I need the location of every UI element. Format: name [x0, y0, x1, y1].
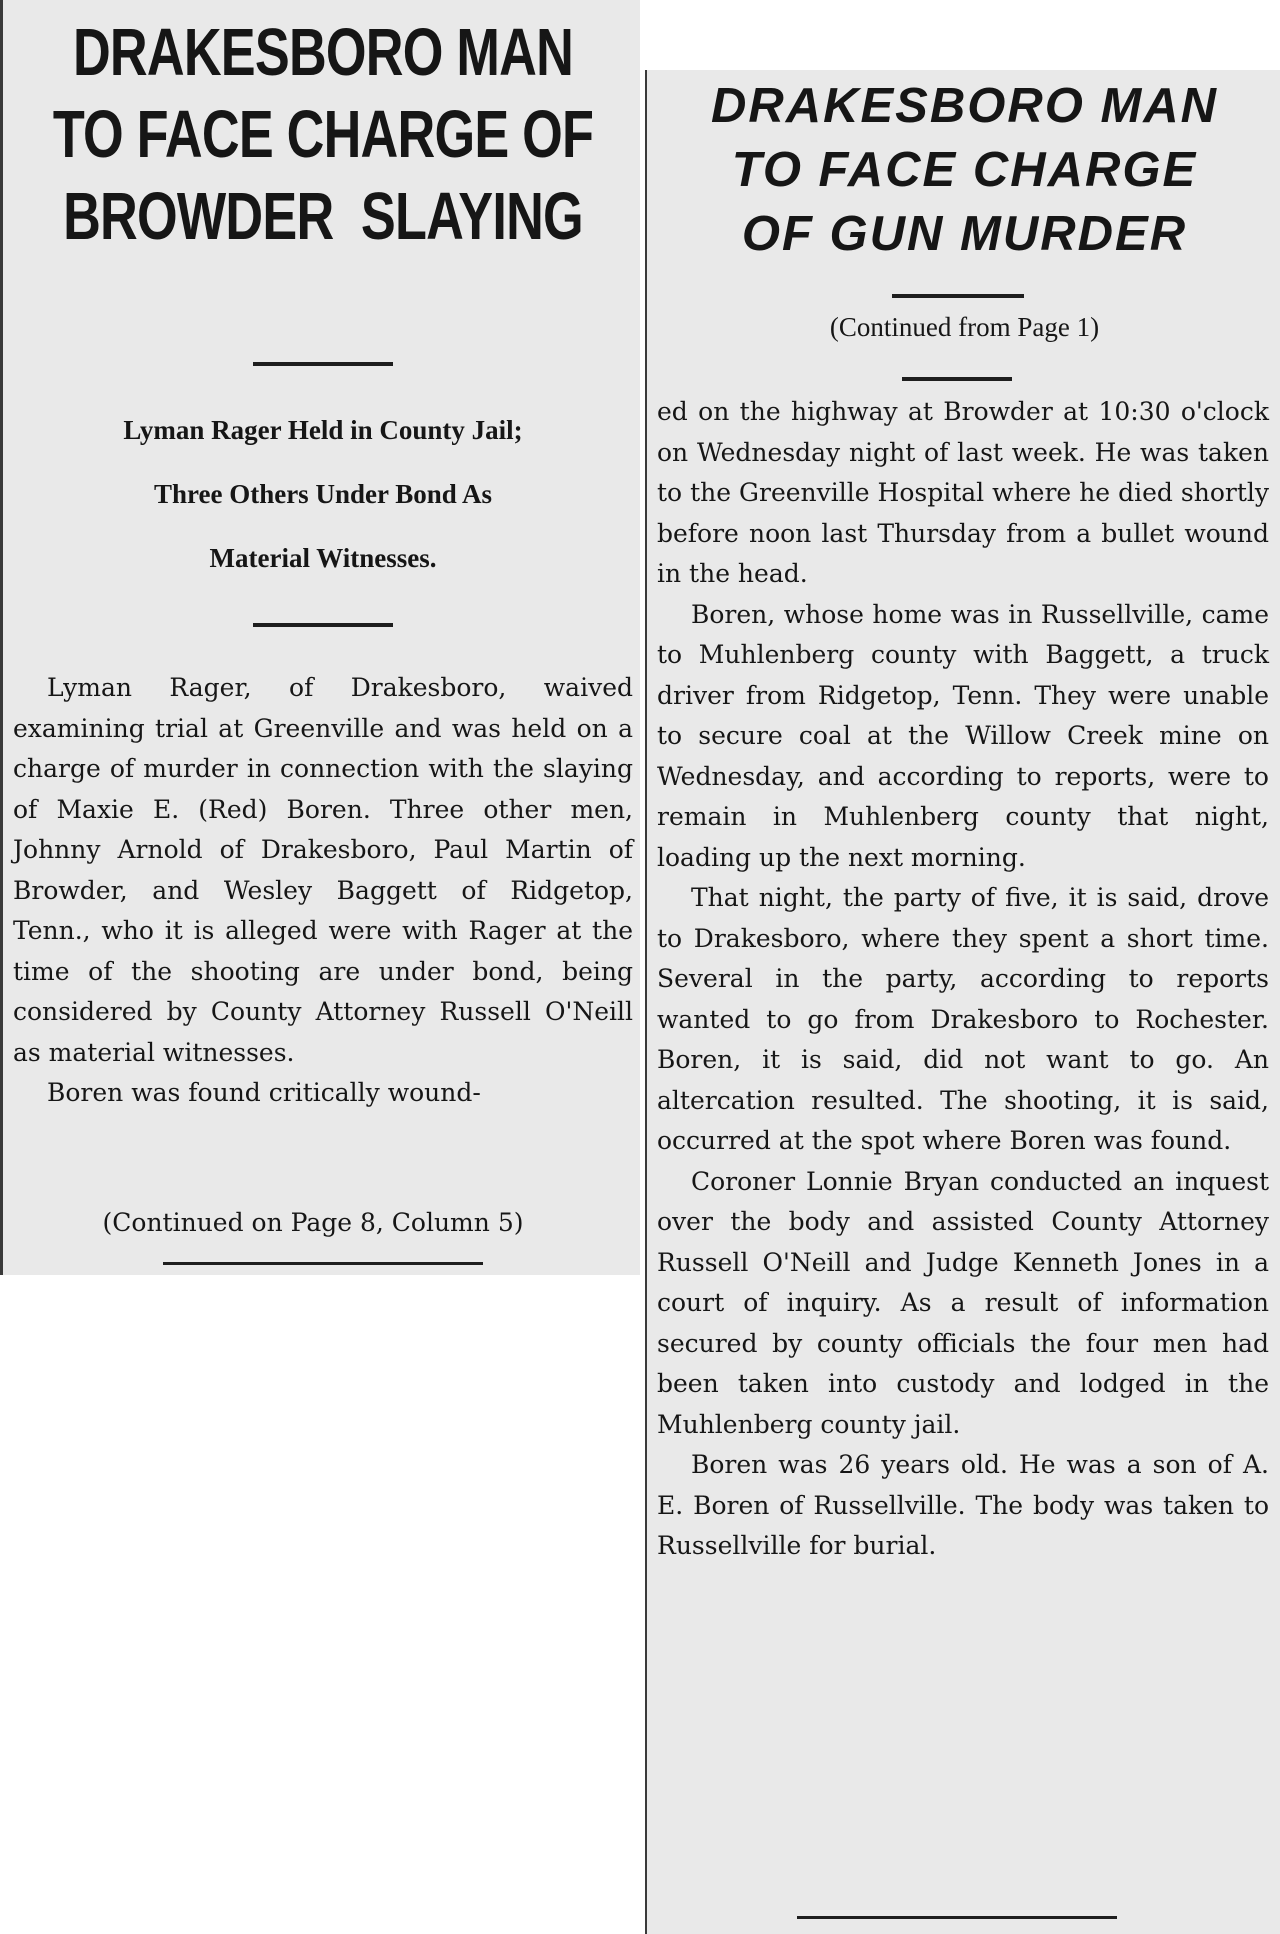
left-continued-note: (Continued on Page 8, Column 5): [102, 1208, 524, 1237]
left-deck-line-2: Three Others Under Bond As: [153, 479, 493, 509]
right-paragraph-4: Coroner Lonnie Bryan conducted an inquest over the body and assisted County Attorney Russell O'Neill and Judge Kenneth Jones in a court of inquiry. As a result of information secured by county officials the four men had been taken into custody and lodged in the Muhlenberg county jail.: [657, 1166, 1269, 1439]
right-paragraph-5: Boren was 26 years old. He was a son of A. E. Boren of Russellville. The body was taken to Russellville for burial.: [657, 1450, 1269, 1560]
left-deck: [13, 398, 633, 590]
right-headline-line-3: OF GUN MURDER: [741, 207, 1188, 261]
left-headline-line-1: DRAKESBORO MAN: [72, 15, 574, 90]
left-paragraph-2: Boren was found critically wound-: [47, 1078, 481, 1107]
left-rule-3: [163, 1262, 483, 1265]
left-headline-line-2: TO FACE CHARGE OF: [52, 97, 594, 172]
left-rule-2: [253, 623, 393, 627]
right-rule-3: [797, 1916, 1117, 1919]
left-paragraph-1: Lyman Rager, of Drakesboro, waived examining trial at Greenville and was held on a charge of murder in connection with the slaying of Maxie E. (Red) Boren. Three other men, Johnny Arnold of Drakesboro, Paul Martin of Browder, and Wesley Baggett of Ridgetop, Tenn., who it is alleged were with Rager at the time of the shooting are under bond, being considered by County Attorney Russell O'Neill as material witnesses.: [13, 673, 633, 1067]
right-continued-from: (Continued from Page 1): [829, 312, 1100, 342]
left-deck-line-3: Material Witnesses.: [209, 543, 437, 573]
right-clipping: [645, 70, 1280, 1934]
left-deck-line-1: Lyman Rager Held in County Jail;: [123, 415, 523, 445]
right-headline-line-2: TO FACE CHARGE: [731, 143, 1198, 197]
left-headline: [42, 12, 604, 258]
right-body: [657, 392, 1269, 1567]
right-rule-2: [902, 377, 1012, 381]
left-rule-1: [253, 362, 393, 366]
right-rule-1: [892, 294, 1024, 298]
left-clipping: [0, 0, 640, 1275]
left-body: [13, 668, 633, 1114]
right-paragraph-1: ed on the highway at Browder at 10:30 o'clock on Wednesday night of last week. He was taken to the Greenville Hospital where he died shortly before noon last Thursday from a bullet wound in the head.: [657, 397, 1269, 588]
right-paragraph-2: Boren, whose home was in Russellville, came to Muhlenberg county with Baggett, a truck driver from Ridgetop, Tenn. They were unable to secure coal at the Willow Creek mine on Wednesday, and according to reports, were to remain in Muhlenberg county that night, loading up the next morning.: [657, 599, 1269, 872]
right-headline-line-1: DRAKESBORO MAN: [710, 79, 1219, 133]
right-paragraph-3: That night, the party of five, it is said, drove to Drakesboro, where they spent a short time. Several in the party, according to reports wanted to go from Drakesboro to Rochester. Boren, it is said, did not want to go. An altercation resulted. The shooting, it is said, occurred at the spot where Boren was found.: [657, 883, 1269, 1155]
left-headline-line-3: BROWDER SLAYING: [63, 179, 583, 254]
right-headline: [647, 74, 1280, 266]
